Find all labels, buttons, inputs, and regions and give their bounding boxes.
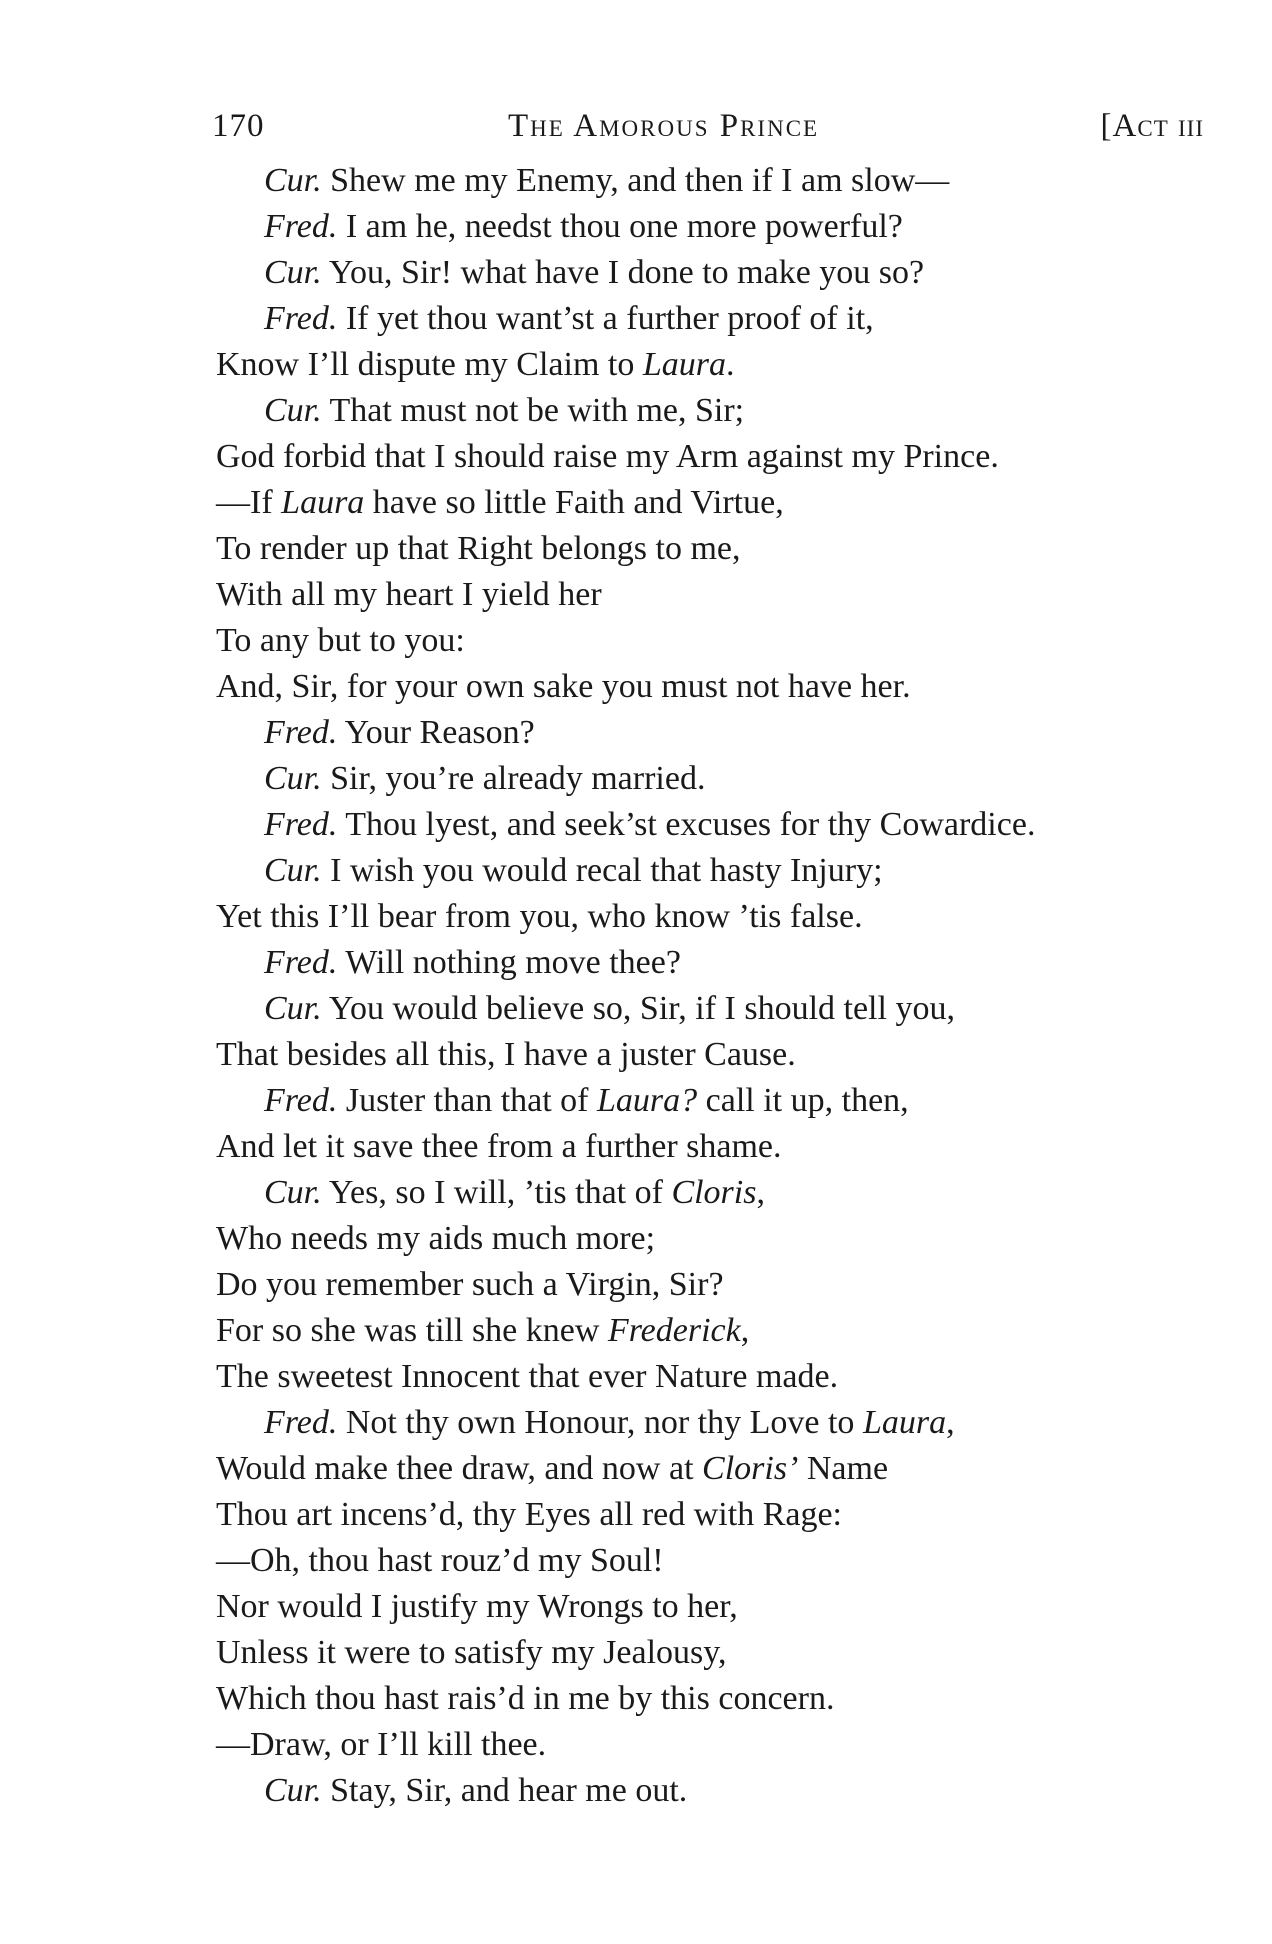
verse-line xyxy=(216,526,1206,572)
verse-line xyxy=(216,1124,1206,1170)
line-text-tail: have so little Faith and Virtue, xyxy=(364,484,784,521)
line-text: Who needs my aids much more; xyxy=(216,1220,656,1257)
verse-line xyxy=(216,434,1206,480)
italic-name: Cloris’ xyxy=(702,1450,799,1487)
speaker-name: Cur. xyxy=(264,1174,322,1211)
line-text: Which thou hast rais’d in me by this concern. xyxy=(216,1680,835,1717)
italic-name: Laura? xyxy=(597,1082,698,1119)
line-text: The sweetest Innocent that ever Nature made. xyxy=(216,1358,839,1395)
speech-line xyxy=(216,986,1206,1032)
verse-line xyxy=(216,1722,1206,1768)
speaker-name: Fred. xyxy=(264,1082,338,1119)
speaker-name: Fred. xyxy=(264,714,338,751)
line-text: Juster than that of xyxy=(337,1082,598,1119)
speaker-name: Fred. xyxy=(264,208,338,245)
italic-name: Cloris xyxy=(671,1174,757,1211)
italic-name: Laura xyxy=(281,484,365,521)
speech-line xyxy=(216,250,1206,296)
speaker-name: Cur. xyxy=(264,760,322,797)
play-text xyxy=(216,158,1206,1814)
running-head xyxy=(212,108,1204,152)
line-text: To render up that Right belongs to me, xyxy=(216,530,741,567)
speaker-name: Fred. xyxy=(264,806,338,843)
speech-line xyxy=(216,204,1206,250)
line-text: Will nothing move thee? xyxy=(337,944,681,981)
line-text: Do you remember such a Virgin, Sir? xyxy=(216,1266,724,1303)
speech-line xyxy=(216,940,1206,986)
line-text: For so she was till she knew xyxy=(216,1312,608,1349)
speaker-name: Cur. xyxy=(264,254,322,291)
line-text: Nor would I justify my Wrongs to her, xyxy=(216,1588,738,1625)
line-text: Stay, Sir, and hear me out. xyxy=(321,1772,688,1809)
verse-line xyxy=(216,342,1206,388)
speech-line xyxy=(216,1768,1206,1814)
line-text: —Draw, or I’ll kill thee. xyxy=(216,1726,547,1763)
speaker-name: Cur. xyxy=(264,162,322,199)
line-text-tail: , xyxy=(740,1312,750,1349)
verse-line xyxy=(216,1676,1206,1722)
speaker-name: Cur. xyxy=(264,852,322,889)
line-text: If yet thou want’st a further proof of it, xyxy=(337,300,874,337)
verse-line xyxy=(216,1354,1206,1400)
line-text: That must not be with me, Sir; xyxy=(321,392,745,429)
line-text: —Oh, thou hast rouz’d my Soul! xyxy=(216,1542,664,1579)
act-marker: [Act iii xyxy=(1100,108,1204,144)
verse-line xyxy=(216,572,1206,618)
speaker-name: Fred. xyxy=(264,1404,338,1441)
speaker-name: Cur. xyxy=(264,990,322,1027)
speech-line xyxy=(216,1078,1206,1124)
speech-line xyxy=(216,158,1206,204)
line-text: And, Sir, for your own sake you must not have her. xyxy=(216,668,911,705)
line-text: To any but to you: xyxy=(216,622,465,659)
speech-line xyxy=(216,710,1206,756)
line-text-tail: , xyxy=(756,1174,765,1211)
verse-line xyxy=(216,1446,1206,1492)
verse-line xyxy=(216,1492,1206,1538)
line-text: And let it save thee from a further shame. xyxy=(216,1128,782,1165)
line-text: Thou art incens’d, thy Eyes all red with Rage: xyxy=(216,1496,842,1533)
line-text-tail: . xyxy=(726,346,735,383)
verse-line xyxy=(216,618,1206,664)
line-text: Yes, so I will, ’tis that of xyxy=(321,1174,672,1211)
line-text: Your Reason? xyxy=(337,714,535,751)
line-text: Thou lyest, and seek’st excuses for thy Cowardice. xyxy=(337,806,1036,843)
italic-name: Frederick xyxy=(607,1312,741,1349)
line-text: Yet this I’ll bear from you, who know ’tis false. xyxy=(216,898,863,935)
speech-line xyxy=(216,388,1206,434)
verse-line xyxy=(216,1216,1206,1262)
line-text: With all my heart I yield her xyxy=(216,576,602,613)
line-text: —If xyxy=(216,484,282,521)
speech-line xyxy=(216,1170,1206,1216)
line-text-tail: , xyxy=(946,1404,955,1441)
line-text: Sir, you’re already married. xyxy=(321,760,706,797)
running-title: The Amorous Prince xyxy=(508,108,820,144)
verse-line xyxy=(216,1630,1206,1676)
italic-name: Laura xyxy=(642,346,726,383)
line-text: Shew me my Enemy, and then if I am slow— xyxy=(321,162,950,199)
line-text: Not thy own Honour, nor thy Love to xyxy=(337,1404,863,1441)
line-text: I am he, needst thou one more powerful? xyxy=(337,208,903,245)
verse-line xyxy=(216,1032,1206,1078)
page-number: 170 xyxy=(212,108,265,144)
line-text: God forbid that I should raise my Arm against my Prince. xyxy=(216,438,999,475)
verse-line xyxy=(216,1262,1206,1308)
verse-line xyxy=(216,480,1206,526)
speech-line xyxy=(216,756,1206,802)
speech-line xyxy=(216,296,1206,342)
verse-line xyxy=(216,664,1206,710)
speech-line xyxy=(216,848,1206,894)
verse-line xyxy=(216,1538,1206,1584)
speaker-name: Fred. xyxy=(264,944,338,981)
line-text: You would believe so, Sir, if I should tell you, xyxy=(321,990,955,1027)
line-text: That besides all this, I have a juster Cause. xyxy=(216,1036,796,1073)
line-text: You, Sir! what have I done to make you so? xyxy=(321,254,925,291)
verse-line xyxy=(216,1308,1206,1354)
italic-name: Laura xyxy=(862,1404,947,1441)
line-text: Would make thee draw, and now at xyxy=(216,1450,703,1487)
verse-line xyxy=(216,894,1206,940)
speaker-name: Cur. xyxy=(264,1772,322,1809)
speaker-name: Cur. xyxy=(264,392,322,429)
line-text: Unless it were to satisfy my Jealousy, xyxy=(216,1634,727,1671)
line-text: Know I’ll dispute my Claim to xyxy=(216,346,643,383)
line-text-tail: Name xyxy=(798,1450,889,1487)
speech-line xyxy=(216,1400,1206,1446)
line-text: I wish you would recal that hasty Injury; xyxy=(321,852,883,889)
speaker-name: Fred. xyxy=(264,300,338,337)
speech-line xyxy=(216,802,1206,848)
line-text-tail: call it up, then, xyxy=(697,1082,909,1119)
verse-line xyxy=(216,1584,1206,1630)
